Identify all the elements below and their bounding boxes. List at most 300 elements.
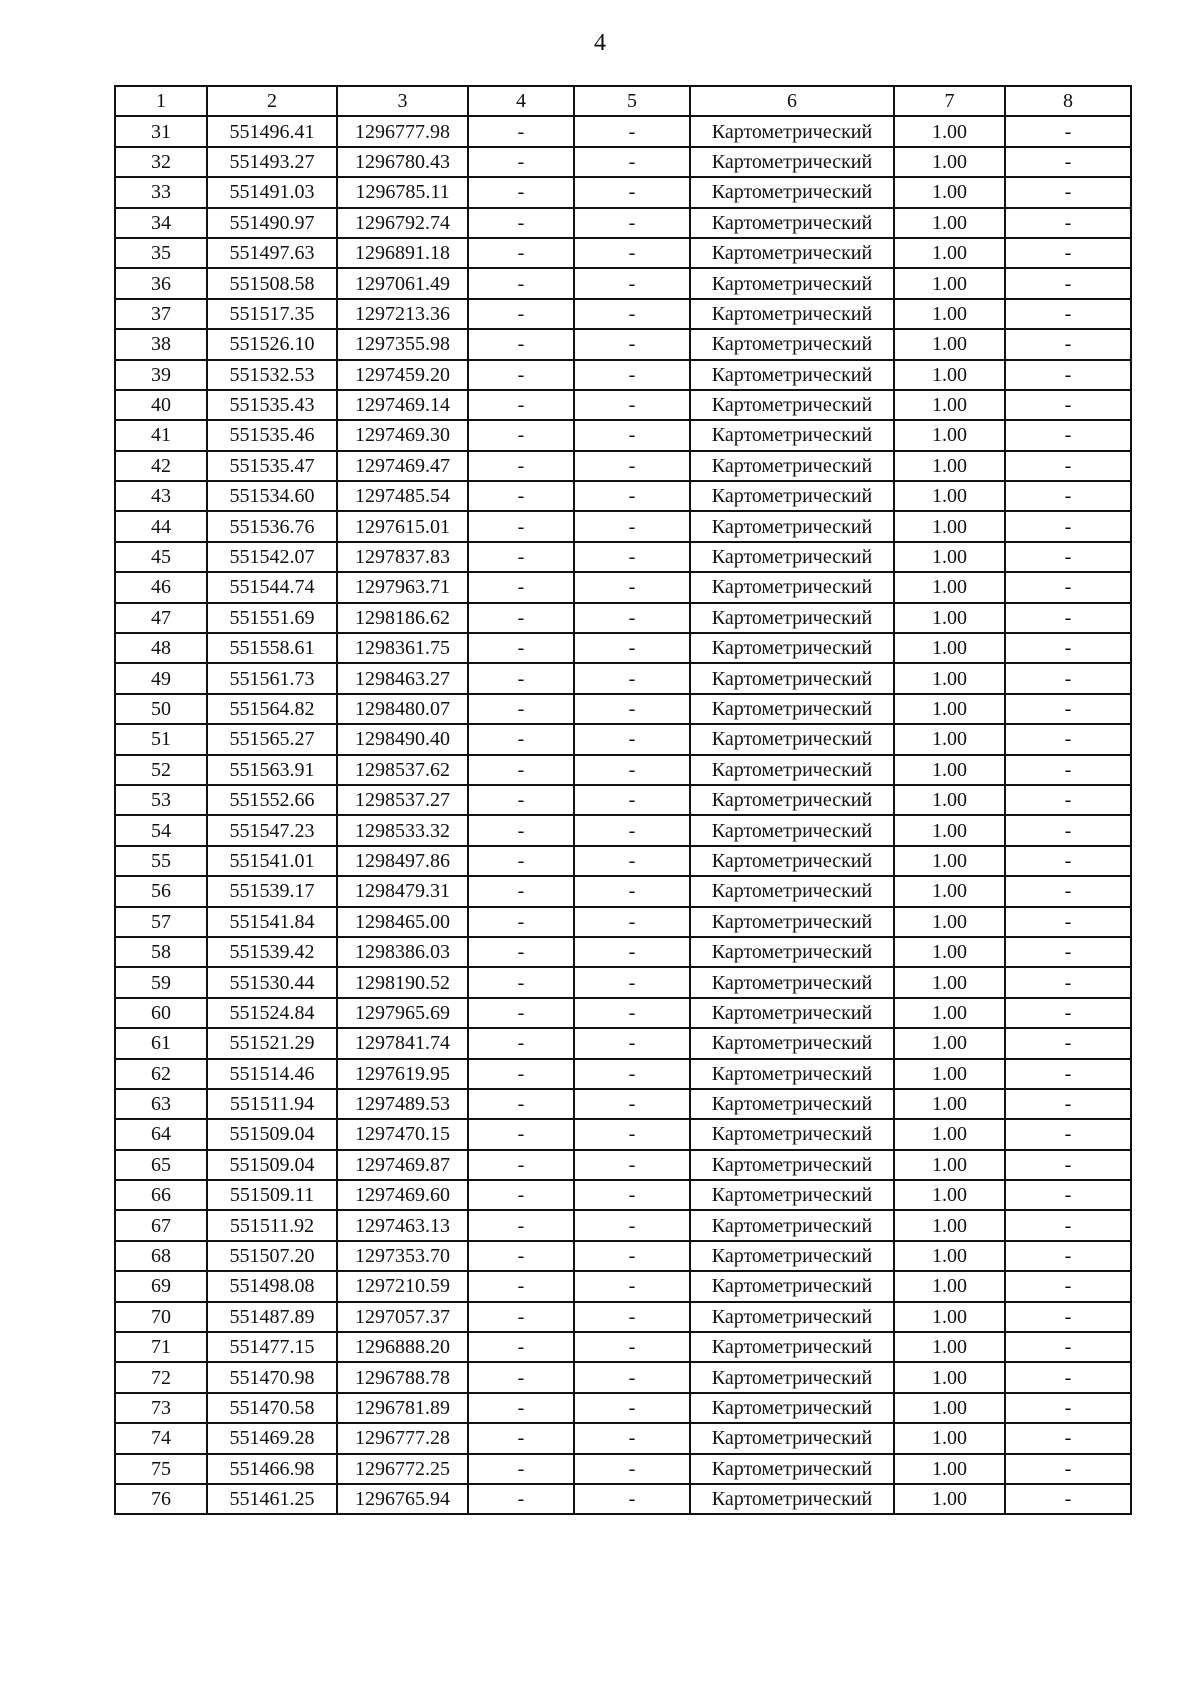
table-row xyxy=(115,329,1131,359)
table-cell: 1.00 xyxy=(894,481,1005,511)
table-cell: 1.00 xyxy=(894,147,1005,177)
table-cell: - xyxy=(1005,907,1131,937)
table-cell: 551534.60 xyxy=(207,481,337,511)
table-cell: - xyxy=(468,451,574,481)
table-cell: - xyxy=(1005,937,1131,967)
table-cell: 551563.91 xyxy=(207,755,337,785)
table-row xyxy=(115,967,1131,997)
table-cell: 551470.58 xyxy=(207,1393,337,1423)
table-cell: - xyxy=(1005,1241,1131,1271)
table-cell: Картометрический xyxy=(690,1362,894,1392)
table-cell: 1297469.87 xyxy=(337,1150,468,1180)
table-cell: 551535.47 xyxy=(207,451,337,481)
table-row xyxy=(115,238,1131,268)
table-cell: 1.00 xyxy=(894,846,1005,876)
table-cell: - xyxy=(1005,1484,1131,1514)
column-header-6: 6 xyxy=(690,86,894,116)
table-cell: 1297963.71 xyxy=(337,572,468,602)
table-cell: 71 xyxy=(115,1332,207,1362)
table-cell: 551536.76 xyxy=(207,511,337,541)
table-cell: Картометрический xyxy=(690,390,894,420)
table-cell: - xyxy=(574,451,690,481)
table-cell: 1298479.31 xyxy=(337,876,468,906)
table-cell: 43 xyxy=(115,481,207,511)
table-cell: 551524.84 xyxy=(207,998,337,1028)
table-cell: 1297485.54 xyxy=(337,481,468,511)
table-cell: 551514.46 xyxy=(207,1059,337,1089)
table-cell: 72 xyxy=(115,1362,207,1392)
table-cell: 1297210.59 xyxy=(337,1271,468,1301)
table-cell: 1298497.86 xyxy=(337,846,468,876)
table-cell: 551496.41 xyxy=(207,116,337,146)
table-cell: 551509.04 xyxy=(207,1119,337,1149)
table-cell: - xyxy=(574,360,690,390)
table-cell: 551539.42 xyxy=(207,937,337,967)
table-cell: - xyxy=(1005,846,1131,876)
table-cell: - xyxy=(574,1241,690,1271)
table-cell: - xyxy=(574,238,690,268)
column-header-2: 2 xyxy=(207,86,337,116)
table-cell: - xyxy=(574,1119,690,1149)
table-row xyxy=(115,572,1131,602)
table-cell: - xyxy=(1005,238,1131,268)
table-cell: 70 xyxy=(115,1302,207,1332)
table-cell: 551542.07 xyxy=(207,542,337,572)
table-cell: - xyxy=(1005,694,1131,724)
table-cell: - xyxy=(574,208,690,238)
table-cell: - xyxy=(468,1271,574,1301)
table-cell: 1.00 xyxy=(894,572,1005,602)
table-cell: 31 xyxy=(115,116,207,146)
table-cell: - xyxy=(1005,299,1131,329)
table-cell: - xyxy=(574,1210,690,1240)
table-row xyxy=(115,785,1131,815)
table-cell: - xyxy=(1005,329,1131,359)
table-cell: 62 xyxy=(115,1059,207,1089)
table-cell: - xyxy=(1005,1423,1131,1453)
table-cell: - xyxy=(1005,1362,1131,1392)
table-cell: 1296788.78 xyxy=(337,1362,468,1392)
table-cell: Картометрический xyxy=(690,755,894,785)
table-cell: 1297463.13 xyxy=(337,1210,468,1240)
table-cell: 32 xyxy=(115,147,207,177)
table-cell: 1.00 xyxy=(894,1180,1005,1210)
table-row xyxy=(115,755,1131,785)
table-cell: - xyxy=(1005,785,1131,815)
table-cell: - xyxy=(468,876,574,906)
table-cell: 1296792.74 xyxy=(337,208,468,238)
table-cell: Картометрический xyxy=(690,1332,894,1362)
table-cell: 1.00 xyxy=(894,1332,1005,1362)
table-cell: Картометрический xyxy=(690,1393,894,1423)
table-cell: 41 xyxy=(115,420,207,450)
table-cell: 1.00 xyxy=(894,937,1005,967)
table-cell: 1297057.37 xyxy=(337,1302,468,1332)
table-cell: 1.00 xyxy=(894,360,1005,390)
table-cell: 1.00 xyxy=(894,1150,1005,1180)
table-cell: Картометрический xyxy=(690,1484,894,1514)
table-cell: - xyxy=(574,876,690,906)
table-cell: 40 xyxy=(115,390,207,420)
table-cell: 1.00 xyxy=(894,542,1005,572)
table-cell: Картометрический xyxy=(690,177,894,207)
table-cell: 551509.04 xyxy=(207,1150,337,1180)
table-cell: 60 xyxy=(115,998,207,1028)
table-cell: Картометрический xyxy=(690,815,894,845)
table-cell: 551565.27 xyxy=(207,724,337,754)
table-cell: 1297213.36 xyxy=(337,299,468,329)
table-cell: 1.00 xyxy=(894,208,1005,238)
table-cell: - xyxy=(574,147,690,177)
table-cell: 551544.74 xyxy=(207,572,337,602)
table-cell: - xyxy=(1005,572,1131,602)
table-cell: 551552.66 xyxy=(207,785,337,815)
table-cell: 551509.11 xyxy=(207,1180,337,1210)
table-cell: - xyxy=(1005,268,1131,298)
table-cell: - xyxy=(574,907,690,937)
table-cell: - xyxy=(574,1150,690,1180)
table-cell: - xyxy=(574,299,690,329)
table-cell: - xyxy=(1005,542,1131,572)
table-cell: - xyxy=(1005,1180,1131,1210)
table-cell: - xyxy=(1005,390,1131,420)
table-cell: Картометрический xyxy=(690,238,894,268)
table-cell: 1298533.32 xyxy=(337,815,468,845)
table-cell: 551561.73 xyxy=(207,663,337,693)
table-cell: 1296888.20 xyxy=(337,1332,468,1362)
table-cell: - xyxy=(468,572,574,602)
table-cell: Картометрический xyxy=(690,1150,894,1180)
table-row xyxy=(115,451,1131,481)
table-row xyxy=(115,937,1131,967)
table-cell: - xyxy=(1005,116,1131,146)
table-cell: - xyxy=(468,329,574,359)
table-cell: Картометрический xyxy=(690,208,894,238)
table-header-row xyxy=(115,86,1131,116)
table-cell: 551487.89 xyxy=(207,1302,337,1332)
table-cell: 1296777.98 xyxy=(337,116,468,146)
table-cell: - xyxy=(574,1180,690,1210)
table-row xyxy=(115,815,1131,845)
table-cell: - xyxy=(468,937,574,967)
table-cell: 1298186.62 xyxy=(337,603,468,633)
table-cell: 1296785.11 xyxy=(337,177,468,207)
table-row xyxy=(115,1332,1131,1362)
table-cell: 551539.17 xyxy=(207,876,337,906)
table-cell: - xyxy=(468,998,574,1028)
table-cell: Картометрический xyxy=(690,1302,894,1332)
table-cell: 54 xyxy=(115,815,207,845)
table-cell: 551517.35 xyxy=(207,299,337,329)
table-row xyxy=(115,481,1131,511)
table-cell: 1297353.70 xyxy=(337,1241,468,1271)
coordinates-table xyxy=(114,85,1132,1515)
table-row xyxy=(115,694,1131,724)
table-cell: - xyxy=(468,785,574,815)
table-cell: Картометрический xyxy=(690,633,894,663)
table-row xyxy=(115,390,1131,420)
table-cell: 551547.23 xyxy=(207,815,337,845)
table-row xyxy=(115,360,1131,390)
table-cell: - xyxy=(468,663,574,693)
table-cell: - xyxy=(468,1059,574,1089)
table-cell: 1.00 xyxy=(894,967,1005,997)
table-cell: 1298361.75 xyxy=(337,633,468,663)
table-cell: - xyxy=(1005,815,1131,845)
column-header-1: 1 xyxy=(115,86,207,116)
table-cell: 1296765.94 xyxy=(337,1484,468,1514)
table-cell: 1.00 xyxy=(894,116,1005,146)
table-cell: 1297837.83 xyxy=(337,542,468,572)
table-cell: - xyxy=(1005,1302,1131,1332)
table-cell: 52 xyxy=(115,755,207,785)
table-row xyxy=(115,299,1131,329)
table-cell: 1.00 xyxy=(894,390,1005,420)
table-cell: - xyxy=(468,1302,574,1332)
table-cell: Картометрический xyxy=(690,451,894,481)
table-cell: - xyxy=(574,785,690,815)
table-cell: 1.00 xyxy=(894,1271,1005,1301)
table-cell: 551532.53 xyxy=(207,360,337,390)
table-cell: 1.00 xyxy=(894,724,1005,754)
table-cell: 551491.03 xyxy=(207,177,337,207)
table-cell: - xyxy=(1005,1119,1131,1149)
table-cell: 1297470.15 xyxy=(337,1119,468,1149)
table-cell: - xyxy=(1005,998,1131,1028)
table-cell: Картометрический xyxy=(690,694,894,724)
table-row xyxy=(115,1210,1131,1240)
table-cell: Картометрический xyxy=(690,1271,894,1301)
table-cell: 1.00 xyxy=(894,1119,1005,1149)
table-cell: - xyxy=(574,815,690,845)
table-cell: - xyxy=(1005,1210,1131,1240)
table-cell: 1.00 xyxy=(894,420,1005,450)
table-row xyxy=(115,1454,1131,1484)
table-cell: - xyxy=(1005,147,1131,177)
table-cell: - xyxy=(468,420,574,450)
table-cell: 48 xyxy=(115,633,207,663)
table-cell: 1298465.00 xyxy=(337,907,468,937)
table-cell: 551564.82 xyxy=(207,694,337,724)
column-header-3: 3 xyxy=(337,86,468,116)
table-cell: 551477.15 xyxy=(207,1332,337,1362)
table-cell: 551470.98 xyxy=(207,1362,337,1392)
table-cell: - xyxy=(574,1332,690,1362)
table-cell: 46 xyxy=(115,572,207,602)
table-cell: Картометрический xyxy=(690,846,894,876)
table-cell: - xyxy=(574,755,690,785)
table-cell: 1.00 xyxy=(894,663,1005,693)
table-cell: Картометрический xyxy=(690,1180,894,1210)
table-cell: 551521.29 xyxy=(207,1028,337,1058)
table-cell: 551541.01 xyxy=(207,846,337,876)
table-cell: - xyxy=(468,360,574,390)
table-cell: 75 xyxy=(115,1454,207,1484)
table-cell: - xyxy=(468,511,574,541)
table-cell: - xyxy=(1005,511,1131,541)
table-cell: - xyxy=(574,177,690,207)
table-row xyxy=(115,1059,1131,1089)
column-header-7: 7 xyxy=(894,86,1005,116)
table-cell: 551490.97 xyxy=(207,208,337,238)
table-cell: - xyxy=(468,633,574,663)
table-cell: - xyxy=(1005,420,1131,450)
table-cell: 1298490.40 xyxy=(337,724,468,754)
table-cell: Картометрический xyxy=(690,1028,894,1058)
table-cell: 63 xyxy=(115,1089,207,1119)
table-cell: 1.00 xyxy=(894,1028,1005,1058)
table-cell: - xyxy=(1005,1271,1131,1301)
table-cell: 1.00 xyxy=(894,1393,1005,1423)
table-cell: 1.00 xyxy=(894,694,1005,724)
table-cell: 551558.61 xyxy=(207,633,337,663)
table-cell: 1.00 xyxy=(894,329,1005,359)
table-cell: 1296780.43 xyxy=(337,147,468,177)
table-cell: - xyxy=(468,1210,574,1240)
table-cell: Картометрический xyxy=(690,511,894,541)
table-cell: - xyxy=(468,1484,574,1514)
table-cell: 57 xyxy=(115,907,207,937)
table-cell: 51 xyxy=(115,724,207,754)
table-cell: 1.00 xyxy=(894,1362,1005,1392)
column-header-5: 5 xyxy=(574,86,690,116)
table-cell: Картометрический xyxy=(690,1059,894,1089)
table-row xyxy=(115,1423,1131,1453)
table-cell: - xyxy=(468,1028,574,1058)
table-cell: Картометрический xyxy=(690,603,894,633)
table-cell: 1297459.20 xyxy=(337,360,468,390)
table-cell: Картометрический xyxy=(690,1119,894,1149)
table-cell: 1.00 xyxy=(894,785,1005,815)
table-cell: 42 xyxy=(115,451,207,481)
table-cell: 47 xyxy=(115,603,207,633)
table-cell: 1298480.07 xyxy=(337,694,468,724)
table-row xyxy=(115,268,1131,298)
table-cell: 551498.08 xyxy=(207,1271,337,1301)
table-row xyxy=(115,876,1131,906)
table-cell: 551535.46 xyxy=(207,420,337,450)
table-row xyxy=(115,1393,1131,1423)
table-cell: - xyxy=(574,1423,690,1453)
table-row xyxy=(115,1302,1131,1332)
table-cell: 1.00 xyxy=(894,603,1005,633)
table-cell: - xyxy=(574,1302,690,1332)
table-cell: 1.00 xyxy=(894,299,1005,329)
table-cell: - xyxy=(574,724,690,754)
table-cell: 551497.63 xyxy=(207,238,337,268)
table-cell: - xyxy=(1005,603,1131,633)
table-row xyxy=(115,603,1131,633)
table-cell: Картометрический xyxy=(690,268,894,298)
table-cell: 1297469.30 xyxy=(337,420,468,450)
table-cell: 551469.28 xyxy=(207,1423,337,1453)
table-cell: - xyxy=(468,603,574,633)
table-cell: 1298537.62 xyxy=(337,755,468,785)
table-cell: 35 xyxy=(115,238,207,268)
table-cell: Картометрический xyxy=(690,967,894,997)
table-cell: 551466.98 xyxy=(207,1454,337,1484)
table-cell: Картометрический xyxy=(690,329,894,359)
page-number: 4 xyxy=(594,30,606,56)
table-cell: - xyxy=(574,481,690,511)
table-cell: - xyxy=(1005,876,1131,906)
table-cell: 1.00 xyxy=(894,1302,1005,1332)
table-cell: 56 xyxy=(115,876,207,906)
table-cell: 64 xyxy=(115,1119,207,1149)
table-cell: 1296777.28 xyxy=(337,1423,468,1453)
table-cell: - xyxy=(574,633,690,663)
table-cell: 1298386.03 xyxy=(337,937,468,967)
table-row xyxy=(115,177,1131,207)
table-cell: - xyxy=(468,147,574,177)
table-cell: - xyxy=(468,268,574,298)
table-cell: 1297619.95 xyxy=(337,1059,468,1089)
table-cell: 551551.69 xyxy=(207,603,337,633)
table-cell: 551511.94 xyxy=(207,1089,337,1119)
table-cell: 1.00 xyxy=(894,1059,1005,1089)
table-cell: - xyxy=(468,1423,574,1453)
table-cell: - xyxy=(574,572,690,602)
table-cell: 1297841.74 xyxy=(337,1028,468,1058)
table-cell: - xyxy=(468,1241,574,1271)
table-cell: - xyxy=(574,663,690,693)
table-cell: - xyxy=(1005,1089,1131,1119)
table-row xyxy=(115,663,1131,693)
table-cell: 1298537.27 xyxy=(337,785,468,815)
table-cell: - xyxy=(574,937,690,967)
table-cell: - xyxy=(468,967,574,997)
table-cell: 1.00 xyxy=(894,1241,1005,1271)
table-cell: 551535.43 xyxy=(207,390,337,420)
table-cell: - xyxy=(468,755,574,785)
table-row xyxy=(115,1484,1131,1514)
table-cell: - xyxy=(574,998,690,1028)
table-cell: - xyxy=(468,299,574,329)
table-cell: - xyxy=(468,1180,574,1210)
table-row xyxy=(115,1271,1131,1301)
table-cell: 1.00 xyxy=(894,633,1005,663)
table-cell: - xyxy=(1005,663,1131,693)
table-cell: Картометрический xyxy=(690,876,894,906)
table-cell: 1.00 xyxy=(894,1484,1005,1514)
table-cell: 1.00 xyxy=(894,511,1005,541)
table-cell: - xyxy=(1005,1332,1131,1362)
table-cell: 73 xyxy=(115,1393,207,1423)
table-cell: - xyxy=(574,1059,690,1089)
table-cell: Картометрический xyxy=(690,299,894,329)
table-cell: 34 xyxy=(115,208,207,238)
table-row xyxy=(115,1028,1131,1058)
table-cell: - xyxy=(468,1393,574,1423)
table-cell: - xyxy=(1005,1393,1131,1423)
table-cell: 1298190.52 xyxy=(337,967,468,997)
table-cell: 66 xyxy=(115,1180,207,1210)
table-cell: 1297469.60 xyxy=(337,1180,468,1210)
table-cell: 45 xyxy=(115,542,207,572)
table-cell: - xyxy=(468,238,574,268)
table-cell: - xyxy=(574,1393,690,1423)
table-cell: - xyxy=(574,1484,690,1514)
table-row xyxy=(115,1150,1131,1180)
table-cell: - xyxy=(1005,360,1131,390)
table-cell: 551493.27 xyxy=(207,147,337,177)
table-cell: - xyxy=(1005,208,1131,238)
table-cell: Картометрический xyxy=(690,1454,894,1484)
table-cell: 36 xyxy=(115,268,207,298)
table-cell: 551530.44 xyxy=(207,967,337,997)
table-cell: - xyxy=(468,907,574,937)
table-cell: - xyxy=(574,1089,690,1119)
